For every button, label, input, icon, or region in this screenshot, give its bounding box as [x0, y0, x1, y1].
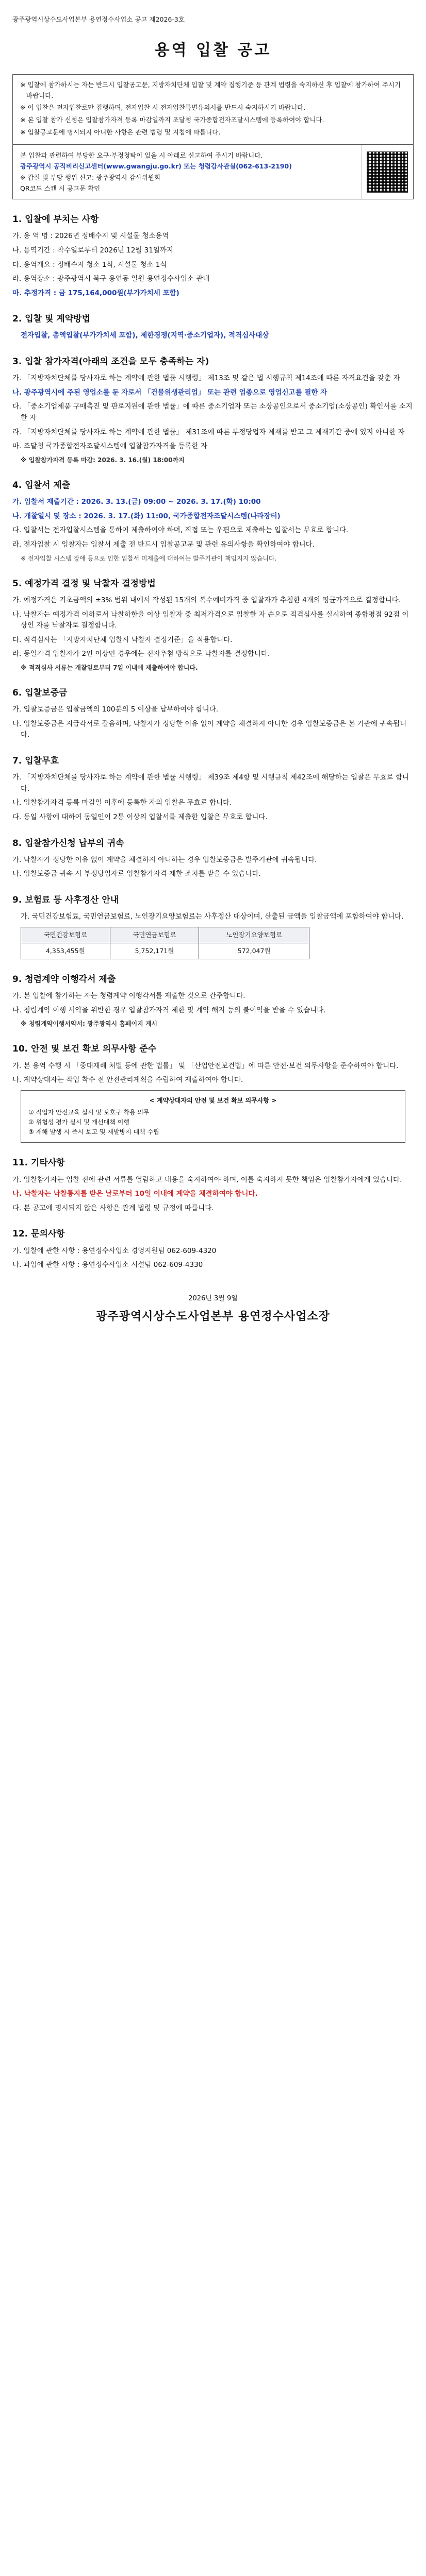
table-cell: 572,047원	[199, 943, 309, 959]
section-7	[12, 754, 414, 823]
list-item: 가. 입찰보증금은 입찰금액의 100분의 5 이상을 납부하여야 합니다.	[12, 705, 219, 714]
section-3	[12, 355, 414, 465]
notice-item: ※ 입찰공고문에 명시되지 아니한 사항은 관련 법령 및 지침에 따릅니다.	[20, 128, 221, 136]
table-header: 노인장기요양보험료	[199, 927, 309, 943]
info-line: 광주광역시 공직비리신고센터(www.gwangju.go.kr) 또는 청렴감사관실(062-613-2190)	[20, 162, 292, 171]
list-item: 가. 본 입찰에 참가하는 자는 청렴계약 이행각서를 제출한 것으로 간주합니다.	[12, 991, 245, 1000]
list-item: 라. 전자입찰 시 입찰자는 입찰서 제출 전 반드시 입찰공고문 및 관련 유의사항을 확인하여야 합니다.	[12, 540, 315, 549]
note: ※ 적격심사 서류는 개찰일로부터 7일 이내에 제출하여야 합니다.	[21, 664, 198, 671]
section-title: 3. 입찰 참가자격(아래의 조건을 모두 충족하는 자)	[12, 357, 209, 367]
insurance-table	[21, 927, 309, 959]
box-line: ① 작업자 안전교육 실시 및 보호구 착용 의무	[28, 1108, 150, 1116]
list-item: 나. 낙찰자는 낙찰통지를 받은 날로부터 10일 이내에 계약을 체결하여야 합니다.	[12, 1190, 258, 1198]
list-item: 다. 동일 사항에 대하여 동일인이 2통 이상의 입찰서를 제출한 입찰은 무효로 합니다.	[12, 813, 268, 822]
note: ※ 전자입찰 시스템 장애 등으로 인한 입찰서 미제출에 대하여는 발주기관이 책임지지 않습니다.	[21, 554, 277, 562]
issuer-name: 광주광역시상수도사업본부 용연정수사업소장	[96, 1310, 330, 1323]
section-body: 전자입찰, 총액입찰(부가가치세 포함), 제한경쟁(지역·중소기업자), 적격심사대상	[21, 331, 269, 340]
list-item: 가. 본 용역 수행 시 「중대재해 처벌 등에 관한 법률」 및 「산업안전보건법」에 따른 안전·보건 의무사항을 준수하여야 합니다.	[12, 1061, 399, 1070]
list-item: 나. 입찰참가자격 등록 마감일 이후에 등록한 자의 입찰은 무효로 합니다.	[12, 799, 232, 807]
section-2	[12, 312, 414, 342]
notice-box	[12, 74, 414, 145]
section-title: 4. 입찰서 제출	[12, 480, 71, 490]
section-title: 9. 보험료 등 사후정산 안내	[12, 895, 119, 905]
section-body: 가. 국민건강보험료, 국민연금보험료, 노인장기요양보험료는 사후정산 대상이며, 산출된 금액을 입찰금액에 포함하여야 합니다.	[21, 912, 404, 921]
section-title: 12. 문의사항	[12, 1229, 65, 1240]
list-item: 나. 용역기간 : 착수일로부터 2026년 12월 31일까지	[12, 246, 173, 255]
list-item: 라. 동일가격 입찰자가 2인 이상인 경우에는 전자추첨 방식으로 낙찰자를 결정합니다.	[12, 650, 270, 658]
notice-item: ※ 입찰에 참가하시는 자는 반드시 입찰공고문, 지방자치단체 입찰 및 계약 집행기준 등 관계 법령을 숙지하신 후 입찰에 참가하여 주시기 바랍니다.	[20, 81, 401, 99]
box-line: ② 위험성 평가 실시 및 개선대책 이행	[28, 1118, 129, 1126]
info-line: QR코드 스캔 시 공고문 확인	[20, 184, 101, 192]
list-item: 라. 「지방자치단체를 당사자로 하는 계약에 관한 법률」 제31조에 따른 부정당업자 제재를 받고 그 제재기간 중에 있지 아니한 자	[12, 428, 405, 436]
list-item: 나. 계약상대자는 작업 착수 전 안전관리계획을 수립하여 제출하여야 합니다.	[12, 1076, 243, 1084]
section-6	[12, 686, 414, 741]
section-1	[12, 213, 414, 299]
notice-number: 광주광역시상수도사업본부 용연정수사업소 공고 제2026-3호	[12, 15, 185, 23]
list-item: 가. 낙찰자가 정당한 이유 없이 계약을 체결하지 아니하는 경우 입찰보증금은 발주기관에 귀속됩니다.	[12, 855, 317, 864]
list-item: 나. 개찰일시 및 장소 : 2026. 3. 17.(화) 11:00, 국가종합전자조달시스템(나라장터)	[12, 512, 281, 520]
section-title: 11. 기타사항	[12, 1158, 65, 1168]
section-title: 7. 입찰무효	[12, 756, 59, 767]
safety-box	[21, 1090, 405, 1143]
info-line: 본 입찰과 관련하여 부당한 요구·부정청탁이 있을 시 아래로 신고하여 주시기 바랍니다.	[20, 151, 263, 160]
list-item: 나. 청렴계약 이행 서약을 위반한 경우 입찰참가자격 제한 및 계약 해지 등의 불이익을 받을 수 있습니다.	[12, 1006, 326, 1014]
note: ※ 청렴계약이행서약서: 광주광역시 홈페이지 게시	[21, 1020, 158, 1028]
list-item: 가. 입찰에 관한 사항 : 용연정수사업소 경영지원팀 062-609-4320	[12, 1246, 217, 1255]
list-item: 다. 용역개요 : 정배수지 청소 1식, 시설물 청소 1식	[12, 260, 167, 269]
list-item: 나. 낙찰자는 예정가격 이하로서 낙찰하한율 이상 입찰자 중 최저가격으로 입찰한 자 순으로 적격심사를 실시하여 종합평점 92점 이상인 자를 낙찰자로 결정합니다.	[12, 610, 409, 630]
section-5	[12, 577, 414, 673]
list-item: 가. 「지방자치단체를 당사자로 하는 계약에 관한 법률 시행령」 제13조 및 같은 법 시행규칙 제14조에 따른 자격요건을 갖춘 자	[12, 374, 400, 383]
section-10	[12, 973, 414, 1029]
list-item: 가. 용 역 명 : 2026년 정배수지 및 시설물 청소용역	[12, 232, 169, 241]
info-line: ※ 갑질 및 부당 행위 신고: 광주광역시 감사위원회	[20, 173, 160, 181]
page-title: 용역 입찰 공고	[154, 41, 272, 59]
section-11	[12, 1042, 414, 1143]
section-title: 6. 입찰보증금	[12, 688, 68, 699]
section-9	[12, 893, 414, 959]
list-item: 가. 「지방자치단체를 당사자로 하는 계약에 관한 법률 시행령」 제39조 제4항 및 시행규칙 제42조에 해당하는 입찰은 무효로 합니다.	[12, 773, 409, 793]
list-item: 가. 예정가격은 기초금액의 ±3% 범위 내에서 작성된 15개의 복수예비가격 중 입찰자가 추첨한 4개의 평균가격으로 결정합니다.	[12, 596, 401, 604]
list-item: 나. 과업에 관한 사항 : 용연정수사업소 시설팀 062-609-4330	[12, 1261, 203, 1269]
note: ※ 입찰참가자격 등록 마감: 2026. 3. 16.(월) 18:00까지	[21, 456, 185, 464]
table-cell: 5,752,171원	[110, 943, 199, 959]
list-item: 다. 적격심사는 「지방자치단체 입찰시 낙찰자 결정기준」을 적용합니다.	[12, 635, 233, 644]
list-item: 다. 본 공고에 명시되지 않은 사항은 관계 법령 및 규정에 따릅니다.	[12, 1204, 214, 1212]
info-row	[12, 145, 414, 199]
section-title: 1. 입찰에 부치는 사항	[12, 214, 99, 225]
notice-date: 2026년 3월 9일	[188, 1294, 238, 1302]
section-title: 5. 예정가격 결정 및 낙찰자 결정방법	[12, 578, 156, 589]
list-item: 나. 입찰보증금은 지급각서로 갈음하며, 낙찰자가 정당한 이유 없이 계약을 체결하지 아니한 경우 입찰보증금은 본 기관에 귀속됩니다.	[12, 719, 407, 739]
list-item: 나. 입찰보증금 귀속 시 부정당업자로 입찰참가자격 제한 조치를 받을 수 있습니다.	[12, 870, 261, 878]
section-12	[12, 1156, 414, 1214]
box-title: < 계약상대자의 안전 및 보건 확보 의무사항 >	[149, 1096, 277, 1104]
list-item: 가. 입찰참가자는 입찰 전에 관련 서류를 열람하고 내용을 숙지하여야 하며, 이를 숙지하지 못한 책임은 입찰참가자에게 있습니다.	[12, 1175, 402, 1184]
box-line: ③ 재해 발생 시 즉시 보고 및 재발방지 대책 수립	[28, 1128, 159, 1136]
notice-item: ※ 본 입찰 참가 신청은 입찰참가자격 등록 마감일까지 조달청 국가종합전자조달시스템에 등록하여야 합니다.	[20, 115, 324, 124]
section-4	[12, 479, 414, 564]
qr-code-icon[interactable]	[367, 151, 408, 193]
section-title: 10. 안전 및 보건 확보 의무사항 준수	[12, 1044, 157, 1055]
table-cell: 4,353,455원	[21, 943, 110, 959]
list-item: 가. 입찰서 제출기간 : 2026. 3. 13.(금) 09:00 ~ 2026. 3. 17.(화) 10:00	[12, 498, 261, 506]
section-13	[12, 1227, 414, 1270]
list-item: 나. 광주광역시에 주된 영업소를 둔 자로서 「건물위생관리업」 또는 관련 업종으로 영업신고를 필한 자	[12, 388, 327, 397]
list-item: 다. 「중소기업제품 구매촉진 및 판로지원에 관한 법률」에 따른 중소기업자 또는 소상공인으로서 중소기업(소상공인) 확인서를 소지한 자	[12, 402, 413, 422]
list-item: 다. 입찰서는 전자입찰시스템을 통하여 제출하여야 하며, 직접 또는 우편으로 제출하는 입찰서는 무효로 합니다.	[12, 526, 349, 535]
list-item: 라. 용역장소 : 광주광역시 북구 용연동 일원 용연정수사업소 관내	[12, 275, 210, 283]
list-item: 마. 조달청 국가종합전자조달시스템에 입찰참가자격을 등록한 자	[12, 442, 207, 451]
list-item: 마. 추정가격 : 금 175,164,000원(부가가치세 포함)	[12, 289, 179, 297]
table-header: 국민연금보험료	[110, 927, 199, 943]
section-8	[12, 837, 414, 880]
notice-item: ※ 이 입찰은 전자입찰로만 집행하며, 전자입찰 시 전자입찰특별유의서를 반드시 숙지하시기 바랍니다.	[20, 104, 306, 112]
table-header: 국민건강보험료	[21, 927, 110, 943]
section-title: 9. 청렴계약 이행각서 제출	[12, 974, 116, 985]
section-title: 2. 입찰 및 계약방법	[12, 314, 90, 325]
section-title: 8. 입찰참가신청 납부의 귀속	[12, 838, 124, 849]
